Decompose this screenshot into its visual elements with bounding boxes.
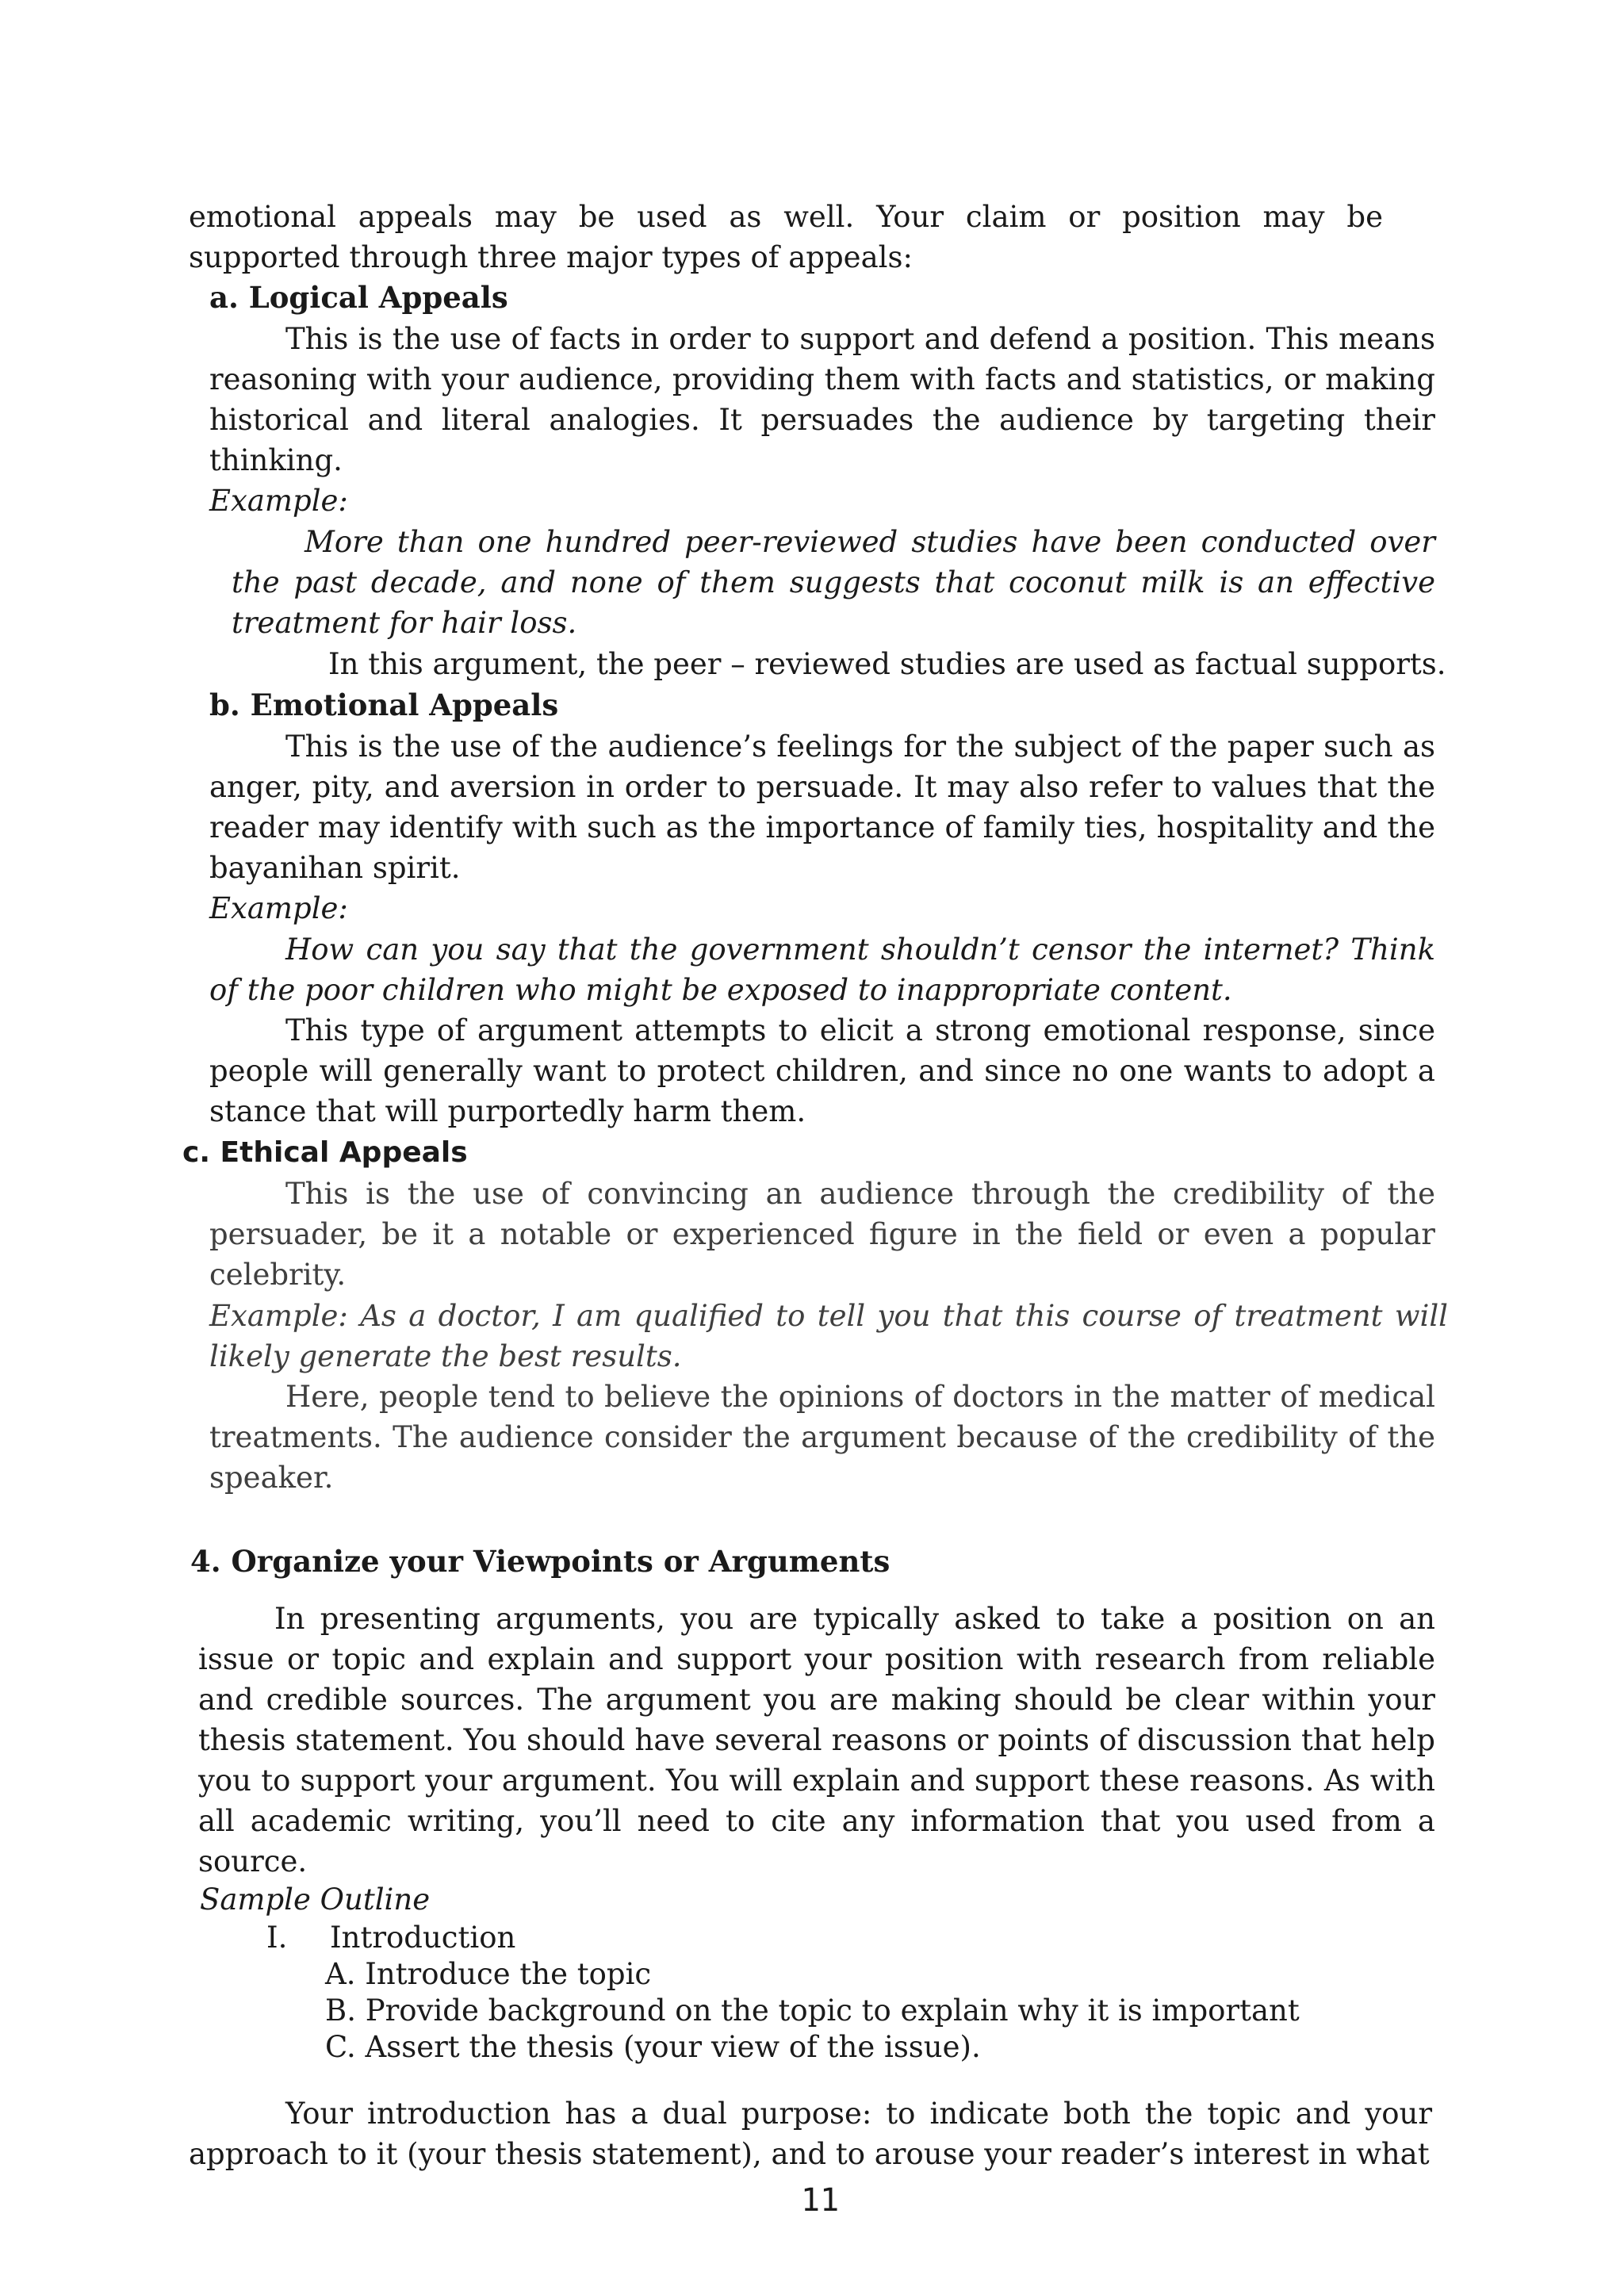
ethical-explanation: Here, people tend to believe the opinions of doctors in the matter of medical treatments. The audience consider the argument because of the credibility of the speaker. xyxy=(209,1380,1435,1495)
section-4-body: In presenting arguments, you are typically asked to take a position on an issue or topic and explain and support your position with research from reliable and credible sources. The argument you are making should be clear within your thesis statement. You should have several reasons or points of discussion that help you to support your argument. You will explain and support these reasons. As with all academic writing, you’ll need to cite any information that you used from a source. xyxy=(198,1602,1435,1878)
emotional-appeals-body: This is the use of the audience’s feelings for the subject of the paper such as anger, pity, and aversion in order to persuade. It may also refer to values that the reader may identify with such as the importance of family ties, hospitality and the bayanihan spirit. xyxy=(209,730,1435,885)
ethical-appeals-heading: c. Ethical Appeals xyxy=(182,1136,468,1169)
logical-appeals-heading: a. Logical Appeals xyxy=(209,280,508,315)
logical-explanation: In this argument, the peer – reviewed studies are used as factual supports. xyxy=(328,647,1446,681)
outline-item-number: I. xyxy=(266,1921,288,1955)
closing-paragraph: Your introduction has a dual purpose: to indicate both the topic and your approach to it (your thesis statement), and to arouse your reader’s interest in what xyxy=(189,2097,1432,2171)
outline-subitem: B. Provide background on the topic to explain why it is important xyxy=(325,1993,1300,2028)
page-number: 11 xyxy=(801,2182,840,2219)
outline-item-label: Introduction xyxy=(330,1921,516,1955)
sample-outline-title: Sample Outline xyxy=(200,1882,431,1917)
logical-appeals-body: This is the use of facts in order to support and defend a position. This means reasoning with your audience, providing them with facts and statistics, or making historical and literal analogies. It persuades the audience by targeting their thinking. xyxy=(209,322,1435,477)
emotional-example-text: How can you say that the government shouldn’t censor the internet? Think of the poor children who might be exposed to inappropriate content. xyxy=(209,933,1435,1007)
intro-paragraph: emotional appeals may be used as well. Your claim or position may be supported through three major types of appeals: xyxy=(189,200,1383,274)
section-4-heading: 4. Organize your Viewpoints or Arguments xyxy=(190,1544,891,1579)
emotional-example-label: Example: xyxy=(209,891,348,925)
outline-subitem: A. Introduce the topic xyxy=(325,1957,652,1991)
emotional-appeals-heading: b. Emotional Appeals xyxy=(209,687,559,722)
logical-example-text: More than one hundred peer-reviewed studies have been conducted over the past decade, and none of them suggests that coconut milk is an effective treatment for hair loss. xyxy=(232,525,1435,640)
logical-example-label: Example: xyxy=(209,484,348,518)
ethical-appeals-body: This is the use of convincing an audience through the credibility of the persuader, be it a notable or experienced figure in the field or even a popular celebrity. xyxy=(209,1177,1435,1292)
outline-subitem: C. Assert the thesis (your view of the issue). xyxy=(325,2030,981,2064)
ethical-example-text: Example: As a doctor, I am qualified to tell you that this course of treatment will likely generate the best results. xyxy=(209,1299,1448,1373)
emotional-explanation: This type of argument attempts to elicit a strong emotional response, since people will generally want to protect children, and since no one wants to adopt a stance that will purportedly harm them. xyxy=(209,1013,1435,1128)
